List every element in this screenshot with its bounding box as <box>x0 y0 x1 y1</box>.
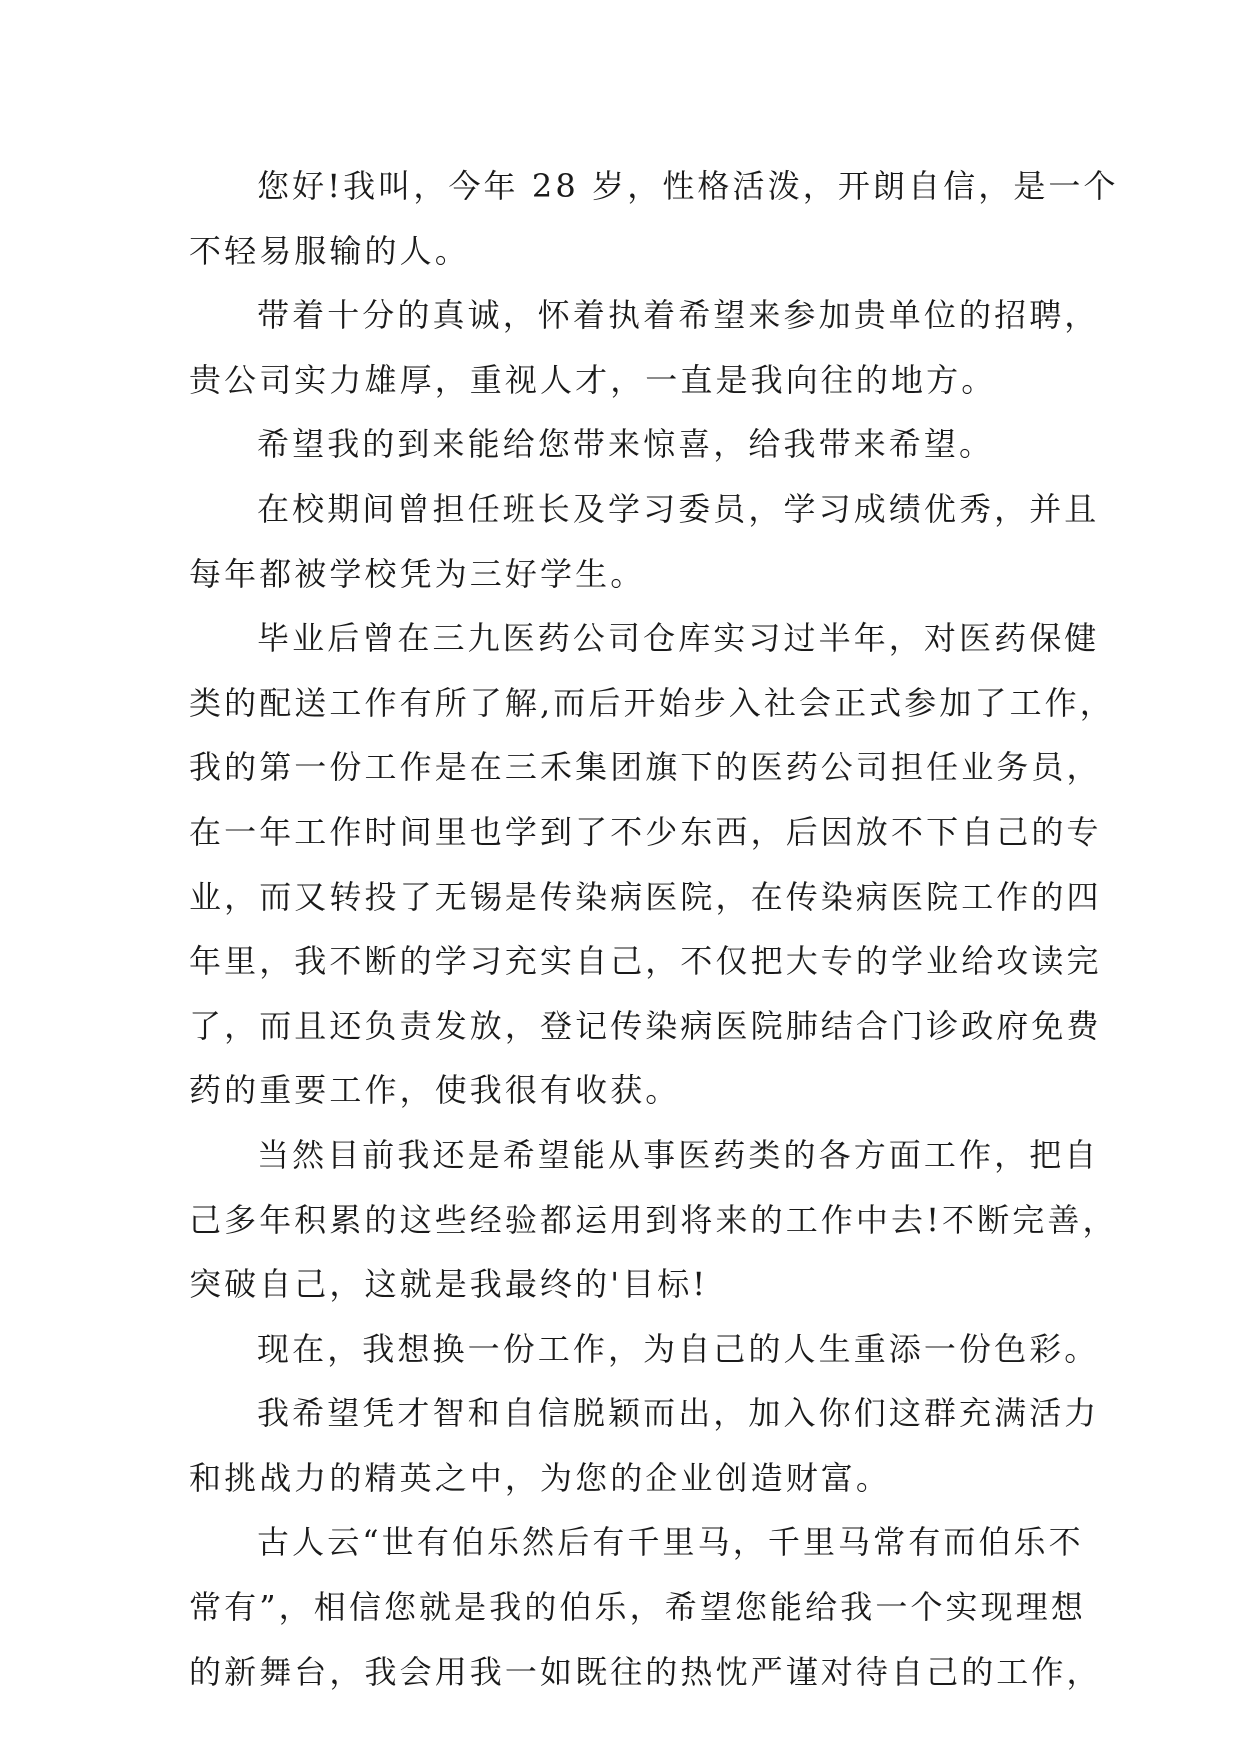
text-line: 毕业后曾在三九医药公司仓库实习过半年，对医药保健 <box>257 619 1100 658</box>
text-line: 不轻易服输的人。 <box>189 231 470 270</box>
text-line: 带着十分的真诚，怀着执着希望来参加贵单位的招聘， <box>257 296 1100 335</box>
text-line: 己多年积累的这些经验都运用到将来的工作中去!不断完善， <box>189 1200 1118 1239</box>
text-line: 现在，我想换一份工作，为自己的人生重添一份色彩。 <box>257 1329 1100 1368</box>
text-line: 每年都被学校凭为三好学生。 <box>189 554 646 593</box>
text-line: 药的重要工作，使我很有收获。 <box>189 1071 681 1110</box>
text-line: 了，而且还负责发放，登记传染病医院肺结合门诊政府免费 <box>189 1006 1102 1045</box>
text-line: 在一年工作时间里也学到了不少东西，后因放不下自己的专 <box>189 812 1102 851</box>
text-line: 常有”，相信您就是我的伯乐，希望您能给我一个实现理想 <box>189 1588 1086 1627</box>
document-body <box>189 154 1119 1704</box>
text-line: 贵公司实力雄厚，重视人才，一直是我向往的地方。 <box>189 360 997 399</box>
text-line: 当然目前我还是希望能从事医药类的各方面工作，把自 <box>257 1135 1100 1174</box>
text-line: 年里，我不断的学习充实自己，不仅把大专的学业给攻读完 <box>189 942 1102 981</box>
text-line: 在校期间曾担任班长及学习委员，学习成绩优秀，并且 <box>257 489 1100 528</box>
text-line: 的新舞台，我会用我一如既往的热忱严谨对待自己的工作， <box>189 1652 1102 1691</box>
text-line: 古人云“世有伯乐然后有千里马，千里马常有而伯乐不 <box>257 1523 1084 1562</box>
text-line: 希望我的到来能给您带来惊喜，给我带来希望。 <box>257 425 995 464</box>
text-line: 我希望凭才智和自信脱颖而出，加入你们这群充满活力 <box>257 1394 1100 1433</box>
text-line: 我的第一份工作是在三禾集团旗下的医药公司担任业务员， <box>189 748 1102 787</box>
text-line: 类的配送工作有所了解,而后开始步入社会正式参加了工作， <box>189 683 1115 722</box>
text-line: 和挑战力的精英之中，为您的企业创造财富。 <box>189 1458 892 1497</box>
text-line: 您好!我叫，今年 28 岁，性格活泼，开朗自信，是一个 <box>257 167 1119 205</box>
text-line: 突破自己，这就是我最终的'目标! <box>189 1265 709 1304</box>
text-line: 业，而又转投了无锡是传染病医院，在传染病医院工作的四 <box>189 877 1102 916</box>
